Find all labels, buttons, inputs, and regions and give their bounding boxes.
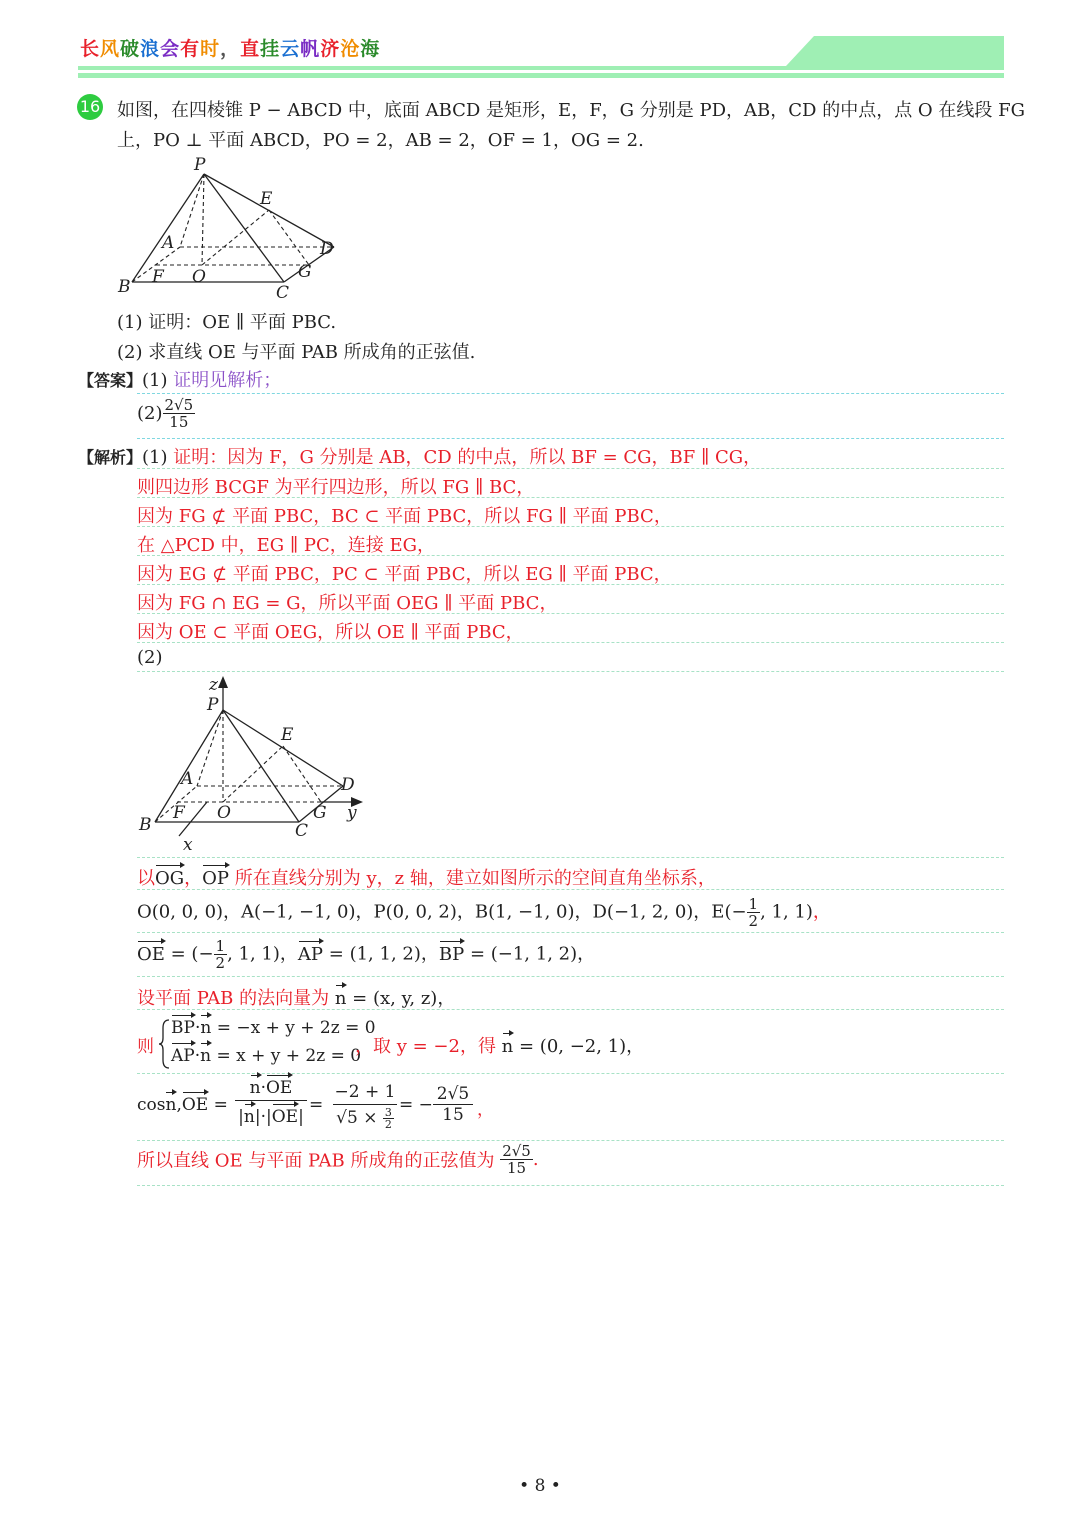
label-g: G	[298, 262, 312, 282]
label-z: z	[209, 675, 218, 695]
label-b: B	[139, 815, 152, 835]
coordinate-pyramid-figure	[135, 674, 375, 854]
analysis-step: 证明：因为 F，G 分别是 AB，CD 的中点，所以 BF = CG，BF ∥ CG，	[173, 447, 762, 468]
question-part2: (2) 求直线 OE 与平面 PAB 所成角的正弦值.	[117, 342, 476, 363]
edge-pd	[223, 710, 343, 786]
analysis-cos-line	[137, 1078, 737, 1138]
motto-char: 海	[360, 38, 381, 60]
label-a: A	[181, 769, 194, 789]
vector-n: n	[334, 988, 347, 1009]
normal-text: 设平面 PAB 的法向量为	[137, 988, 335, 1009]
system-then: 则	[137, 1037, 154, 1057]
label-g: G	[313, 803, 327, 823]
answer-1-prefix: (1)	[142, 370, 168, 391]
cos-frac2: −2 + 1 √5 × $\frac{3}{2}$	[334, 1082, 396, 1131]
label-b: B	[118, 277, 131, 297]
label-y: y	[347, 803, 357, 823]
motto-char: 济	[320, 38, 341, 60]
label-d: D	[341, 775, 355, 795]
vector-ap: AP	[297, 943, 324, 965]
cos-eq3: = −	[399, 1095, 433, 1115]
answer-1-text: 证明见解析；	[173, 370, 282, 391]
divider	[137, 932, 1004, 933]
segment-oe	[202, 210, 269, 265]
motto-char: 帆	[300, 38, 321, 60]
divider	[137, 613, 1004, 614]
cos-frac1: n·OE |n|·|OE|	[235, 1078, 307, 1127]
answer-line1	[78, 366, 281, 392]
vector-oe-rest: , 1, 1)，	[227, 943, 298, 965]
analysis-coord-line	[137, 864, 716, 890]
system-eq1: BP·n = −x + y + 2z = 0	[171, 1018, 376, 1038]
cos-eq2: =	[309, 1095, 324, 1115]
label-d: D	[320, 239, 334, 259]
label-o: O	[192, 267, 206, 287]
edge-pa	[180, 174, 204, 247]
answer-tag: 【答案】	[78, 371, 143, 390]
divider	[137, 526, 1004, 527]
vector-op: OP	[202, 868, 230, 889]
edge-pb	[132, 174, 204, 282]
divider	[137, 555, 1004, 556]
divider	[137, 1140, 1004, 1141]
coord-separator: ，	[184, 868, 203, 889]
segment-po	[202, 174, 204, 265]
conclusion-fraction: $\frac{2√5}{15}$	[502, 1142, 531, 1177]
analysis-step: 因为 EG ⊄ 平面 PBC，PC ⊂ 平面 PBC，所以 EG ∥ 平面 PBC，	[137, 564, 672, 585]
motto-char: 有	[180, 38, 201, 60]
divider	[137, 438, 1004, 439]
edge-pa	[197, 710, 223, 786]
label-e: E	[281, 725, 294, 745]
motto-char: 风	[100, 38, 121, 60]
conclusion-end: .	[532, 1149, 539, 1170]
analysis-step: 因为 FG ⊄ 平面 PBC，BC ⊂ 平面 PBC，所以 FG ∥ 平面 PBC，	[137, 506, 672, 527]
vector-ap-rest: = (1, 1, 2)，	[323, 943, 439, 965]
label-f: F	[173, 803, 185, 823]
label-a: A	[162, 233, 175, 253]
segment-eg	[283, 746, 321, 802]
analysis-tag: 【解析】	[78, 448, 143, 467]
vector-bp-rest: = (−1, 1, 2)，	[464, 943, 596, 965]
system-result: ，取 y = −2，得 n = (0, −2, 1)，	[355, 1036, 645, 1057]
pyramid-figure	[112, 152, 352, 300]
analysis-step: 在 △PCD 中，EG ∥ PC，连接 EG，	[137, 535, 436, 556]
analysis-conclusion	[137, 1143, 539, 1176]
question-text-line2: 上，PO ⊥ 平面 ABCD，PO = 2，AB = 2，OF = 1，OG = 2.	[117, 130, 644, 151]
header-rule	[78, 66, 1004, 70]
divider	[137, 671, 1004, 672]
label-x: x	[183, 835, 193, 854]
divider	[137, 1185, 1004, 1186]
analysis-line-1	[78, 443, 761, 469]
label-c: C	[276, 283, 290, 300]
header-decoration	[786, 36, 1004, 66]
points-text: O(0, 0, 0)，A(−1, −1, 0)，P(0, 0, 2)，B(1, −1, 0)，D(−1, 2, 0)，E	[137, 901, 725, 923]
question-text-line1: 如图，在四棱锥 P − ABCD 中，底面 ABCD 是矩形，E，F，G 分别是 PD，AB，CD 的中点，点 O 在线段 FG	[117, 100, 1025, 121]
edge-pb	[155, 710, 223, 822]
divider	[137, 1073, 1004, 1074]
motto-char: 直	[240, 38, 261, 60]
analysis-vectors-line	[137, 938, 595, 971]
vector-oe-fraction: $\frac{1}{2}$	[215, 937, 226, 972]
divider	[137, 497, 1004, 498]
label-f: F	[152, 267, 164, 287]
divider	[137, 857, 1004, 858]
point-e-close: , 1, 1)	[760, 901, 813, 923]
divider	[137, 468, 1004, 469]
motto-char: 浪	[140, 38, 161, 60]
motto-char: 时	[200, 38, 221, 60]
analysis-part2-label: (2)	[137, 647, 163, 668]
divider	[137, 393, 1004, 394]
cos-frac3: 2√5 15	[433, 1084, 473, 1125]
coord-text: 所在直线分别为 y，z 轴，建立如图所示的空间直角坐标系，	[234, 868, 716, 889]
motto-char: 挂	[260, 38, 281, 60]
motto-char: 沧	[340, 38, 361, 60]
conclusion-text: 所以直线 OE 与平面 PAB 所成角的正弦值为	[137, 1150, 501, 1172]
question-number-badge: 16	[77, 94, 103, 120]
coord-text: 以	[137, 868, 155, 889]
divider	[137, 584, 1004, 585]
motto-char: 破	[120, 38, 141, 60]
points-end: ，	[812, 901, 831, 923]
header-motto	[80, 34, 380, 61]
label-c: C	[295, 821, 309, 841]
normal-value: = (x, y, z)，	[346, 988, 456, 1009]
divider	[137, 642, 1004, 643]
page-number: • 8 •	[519, 1476, 561, 1496]
motto-char: 云	[280, 38, 301, 60]
system-eq2: AP·n = x + y + 2z = 0	[171, 1046, 362, 1066]
point-e-fraction: $\frac{1}{2}$	[748, 895, 759, 930]
header-rule-secondary	[78, 73, 1004, 78]
cos-lhs: cosn,OE =	[137, 1095, 228, 1115]
answer-2-fraction: $\frac{2√5}{15}$	[164, 396, 194, 431]
analysis-system	[137, 1016, 697, 1072]
segment-eg	[269, 210, 309, 265]
cos-end: ，	[477, 1100, 494, 1120]
divider	[137, 1009, 1004, 1010]
point-e-open: (−	[724, 901, 747, 923]
motto-char: 会	[160, 38, 181, 60]
analysis-step: 则四边形 BCGF 为平行四边形，所以 FG ∥ BC，	[137, 477, 535, 498]
answer-line2	[137, 397, 195, 430]
label-p: P	[194, 155, 206, 175]
motto-char: ，	[220, 38, 241, 60]
analysis-points-line	[137, 896, 831, 929]
label-o: O	[217, 803, 231, 823]
label-p: P	[207, 695, 219, 715]
analysis-part1-prefix: (1)	[142, 447, 168, 468]
motto-char: 长	[80, 38, 101, 60]
vector-oe-eq: = (−	[164, 943, 214, 965]
label-e: E	[260, 189, 273, 209]
answer-2-prefix: (2)	[137, 403, 163, 424]
analysis-step: 因为 OE ⊂ 平面 OEG，所以 OE ∥ 平面 PBC，	[137, 622, 524, 643]
vector-bp: BP	[438, 943, 465, 965]
vector-og: OG	[155, 868, 185, 889]
z-axis-arrow	[218, 676, 228, 688]
analysis-step: 因为 FG ∩ EG = G，所以平面 OEG ∥ 平面 PBC，	[137, 593, 558, 614]
vector-oe: OE	[137, 943, 165, 965]
brace-icon	[157, 1018, 171, 1070]
divider	[137, 889, 1004, 890]
analysis-normal-line	[137, 984, 455, 1010]
question-part1: (1) 证明：OE ∥ 平面 PBC.	[117, 312, 337, 333]
divider	[137, 976, 1004, 977]
